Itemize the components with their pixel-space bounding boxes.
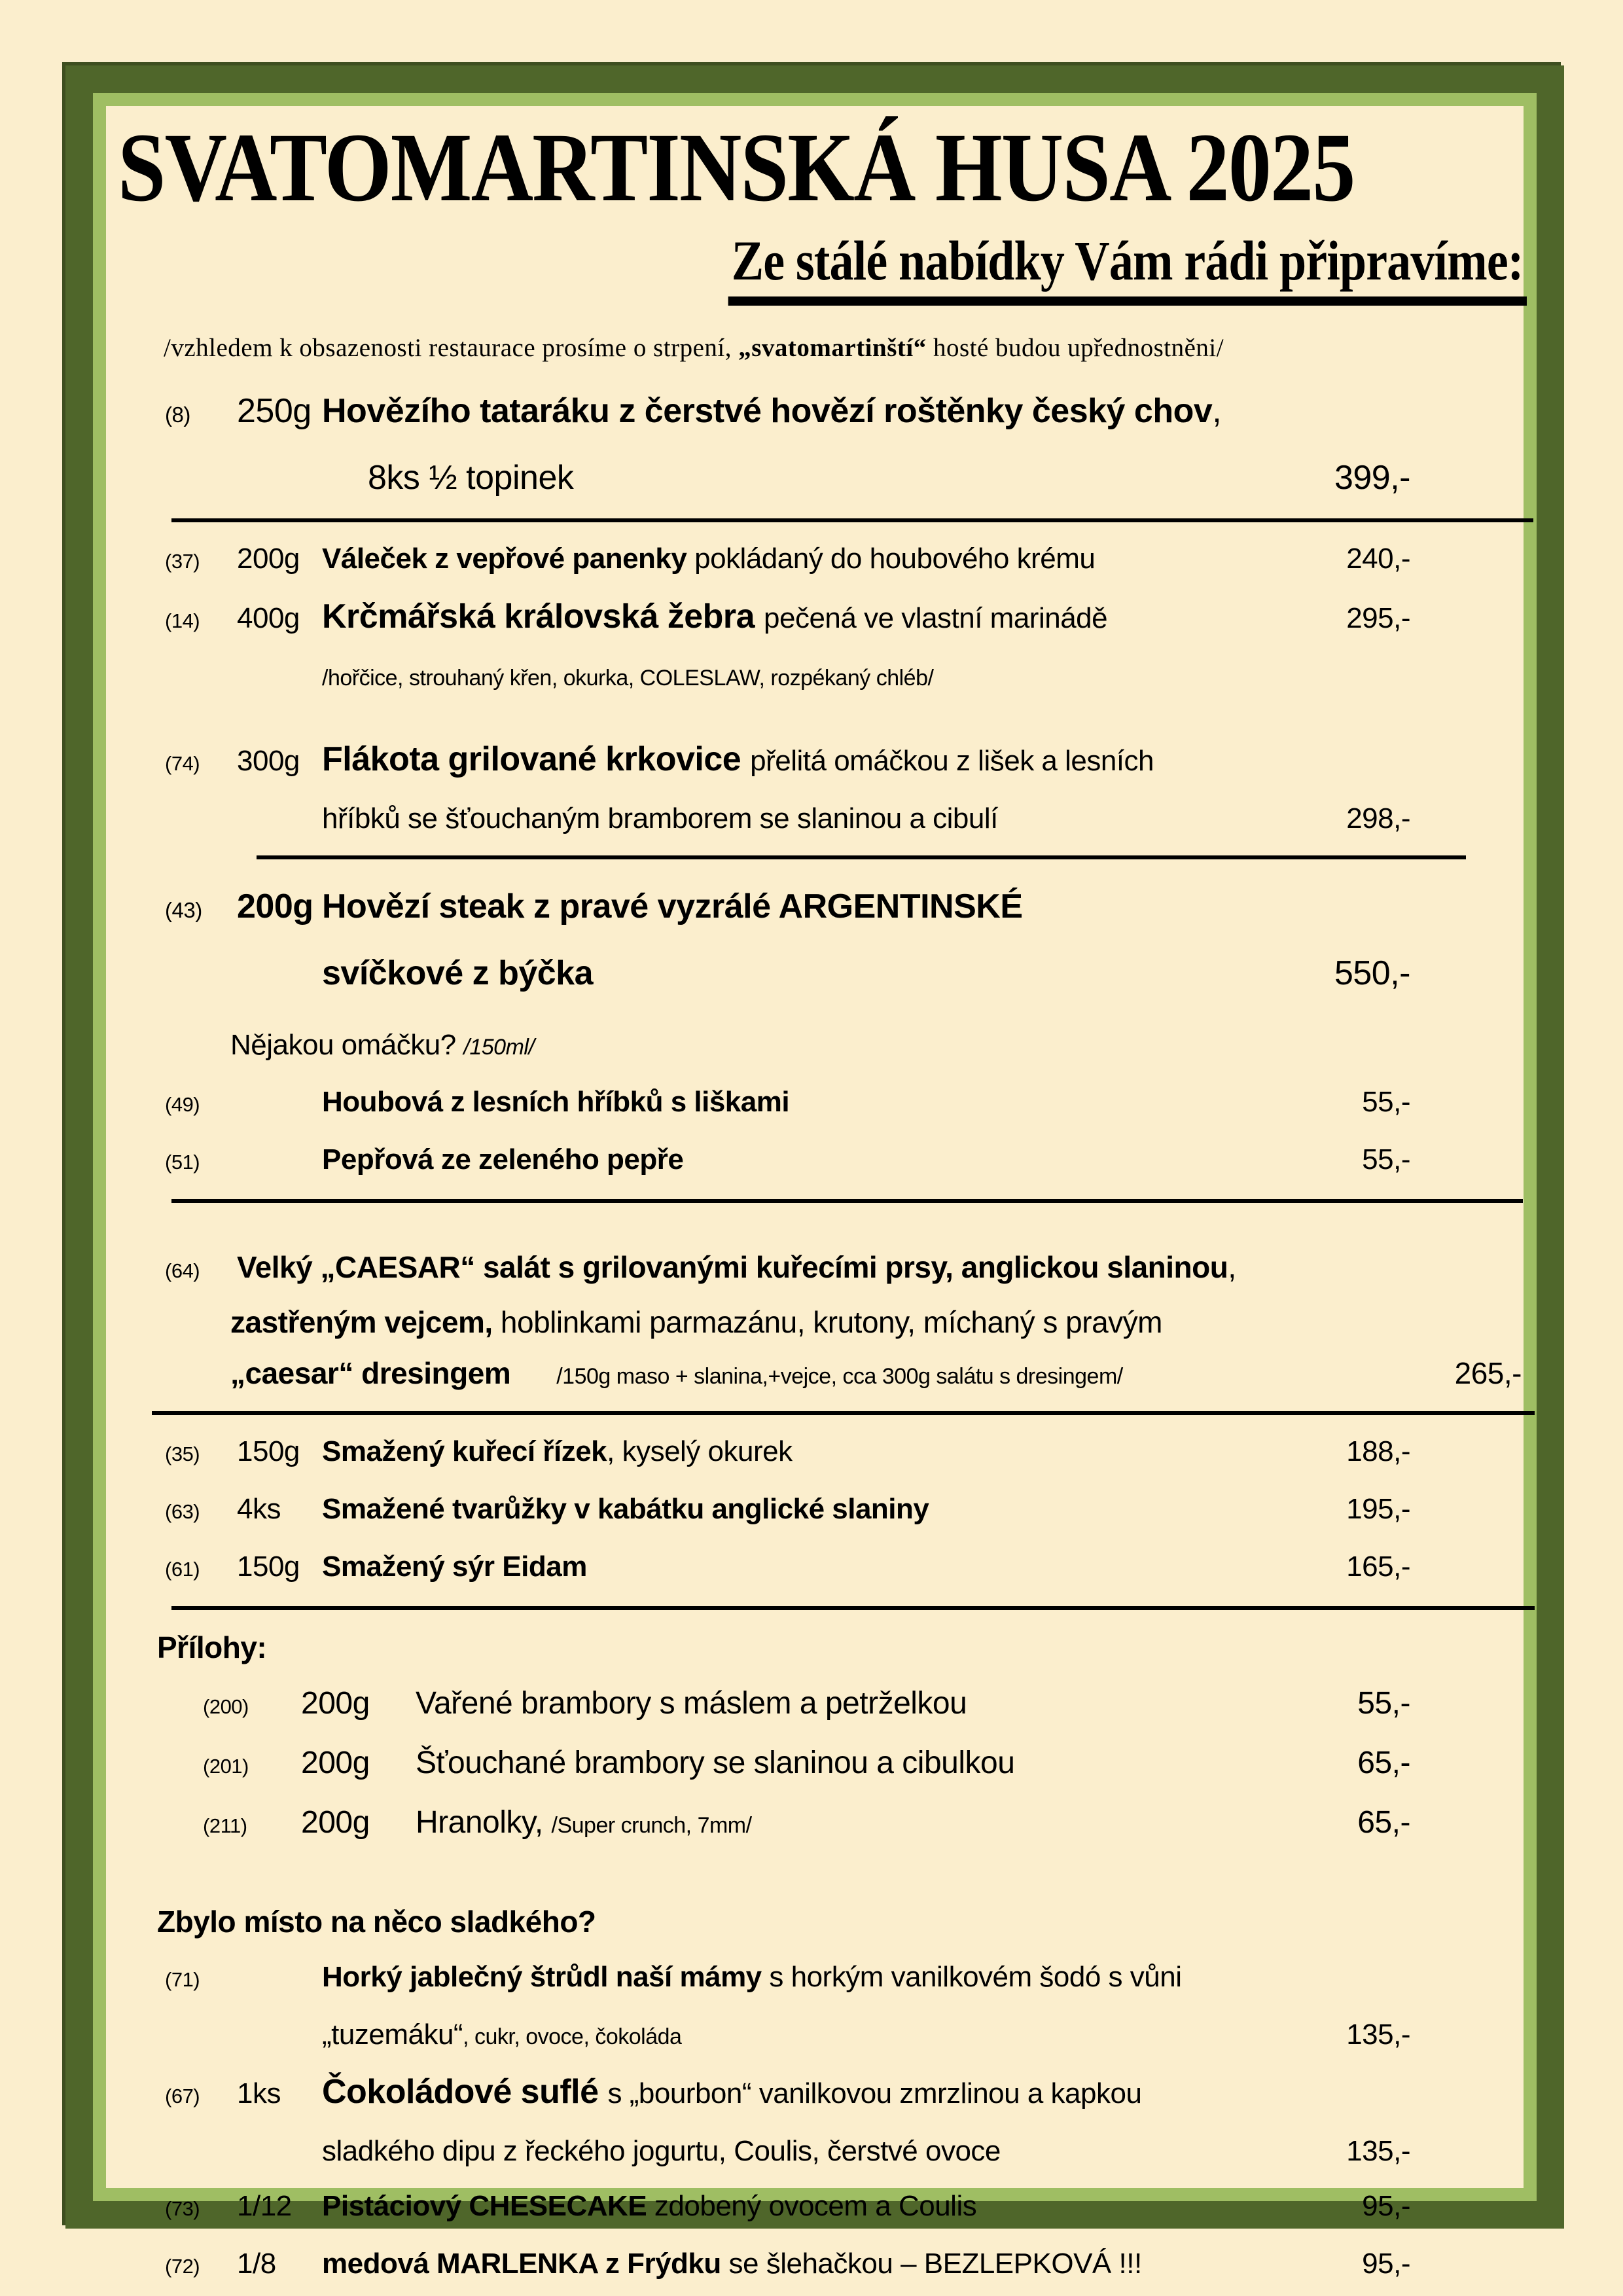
- item-number: (49): [165, 1093, 200, 1117]
- menu-text-segment: hoblinkami parmazánu, krutony, míchaný s pravým: [500, 1305, 1162, 1340]
- item-price: 298,-: [1346, 802, 1410, 835]
- item-price: 55,-: [1357, 1686, 1410, 1721]
- item-qty: 200g: [237, 543, 300, 575]
- item-qty: 200g: [301, 1746, 370, 1781]
- spacer: [106, 706, 1535, 732]
- item-price: 95,-: [1362, 2190, 1410, 2223]
- item-qty: 1/12: [237, 2190, 292, 2223]
- menu-text-segment: s horkým vanilkovém šodó s vůni: [769, 1961, 1182, 1994]
- divider: [152, 1411, 1535, 1415]
- item-number: (72): [165, 2255, 200, 2278]
- menu-row-continuation: [106, 1297, 1535, 1348]
- item-qty: 300g: [237, 745, 300, 778]
- menu-row: [106, 380, 1535, 446]
- item-number: (51): [165, 1151, 200, 1174]
- menu-row-continuation: [106, 2124, 1535, 2179]
- item-text: [416, 1795, 1357, 1854]
- item-price: 195,-: [1346, 1493, 1410, 1526]
- item-price: 265,-: [1454, 1356, 1522, 1391]
- menu-text-segment: pečená ve vlastní marinádě: [764, 602, 1108, 635]
- item-number: (61): [165, 1558, 200, 1581]
- divider: [171, 1606, 1535, 1610]
- menu-row: [106, 2236, 1535, 2294]
- spacer: [106, 1854, 1535, 1893]
- item-qty: 150g: [237, 1435, 300, 1468]
- spacer: [106, 1212, 1535, 1242]
- item-text: [322, 2007, 1346, 2064]
- menu-text-segment: /hořčice, strouhaný křen, okurka, COLESLAW, rozpékaný chléb/: [322, 666, 934, 691]
- menu-row: [106, 2064, 1535, 2124]
- menu-row-continuation: [106, 942, 1535, 1005]
- item-text: [322, 531, 1346, 586]
- section-header: Zbylo místo na něco sladkého?: [157, 1905, 596, 1939]
- item-qty: 1/8: [237, 2248, 276, 2280]
- menu-row: [106, 589, 1535, 649]
- menu-text-segment: Vařené brambory s máslem a petrželkou: [416, 1686, 967, 1721]
- menu-text-segment: sladkého dipu z řeckého jogurtu, Coulis, čerstvé ovoce: [322, 2135, 1001, 2168]
- item-qty: 150g: [237, 1551, 300, 1583]
- item-text: [416, 1676, 1357, 1732]
- menu-text-segment: hříbků se šťouchaným bramborem se slaninou a cibulí: [322, 802, 998, 835]
- menu-row-continuation: [106, 1348, 1535, 1402]
- item-text: [322, 1075, 1362, 1130]
- intro-post: hosté budou upřednostněni/: [926, 334, 1224, 363]
- menu-text-segment: Smažené tvarůžky v kabátku anglické slaniny: [322, 1493, 929, 1526]
- item-text: [322, 875, 1410, 938]
- menu-text-segment: přelitá omáčkou z lišek a lesních: [750, 745, 1154, 778]
- item-text: [230, 1297, 1410, 1348]
- menu-row: [106, 2179, 1535, 2236]
- item-qty: 4ks: [237, 1493, 281, 1526]
- item-price: 55,-: [1362, 1086, 1410, 1119]
- item-text: [322, 1132, 1362, 1187]
- menu-text-segment: pokládaný do houbového krému: [694, 543, 1096, 575]
- intro-pre: /vzhledem k obsazenosti restaurace prosíme o strpení,: [164, 334, 739, 363]
- item-text: [322, 2124, 1346, 2179]
- item-qty: 1ks: [237, 2077, 281, 2110]
- menu-text-segment: , kyselý okurek: [607, 1435, 793, 1468]
- menu-text-segment: zastřeným vejcem,: [230, 1305, 501, 1340]
- menu-row: [106, 1242, 1535, 1297]
- item-price: 188,-: [1346, 1435, 1410, 1468]
- item-text: [322, 589, 1346, 646]
- menu-text-segment: Nějakou omáčku?: [230, 1029, 464, 1062]
- menu-text-segment: /150g maso + slanina,+vejce, cca 300g salátu s dresingem/: [556, 1364, 1123, 1390]
- item-qty: 250g: [237, 392, 312, 431]
- menu-row: [106, 1795, 1535, 1854]
- item-text: [322, 2236, 1362, 2291]
- menu-text-segment: , cukr, ovoce, čokoláda: [463, 2024, 682, 2050]
- item-text: [230, 1018, 1410, 1075]
- menu-text-segment: Šťouchané brambory se slaninou a cibulkou: [416, 1746, 1015, 1781]
- menu-text-segment: Hranolky,: [416, 1805, 552, 1840]
- item-text: [322, 791, 1346, 846]
- item-qty: 200g: [301, 1805, 370, 1840]
- item-number: (43): [165, 898, 202, 923]
- menu-row: [106, 1539, 1535, 1597]
- item-text: [416, 1735, 1357, 1791]
- menu-content: [106, 109, 1535, 2294]
- menu-text-segment: Pepřová ze zeleného pepře: [322, 1143, 684, 1176]
- item-price: 295,-: [1346, 602, 1410, 635]
- item-number: (35): [165, 1443, 200, 1466]
- menu-text-segment: se šlehačkou – BEZLEPKOVÁ !!!: [728, 2248, 1142, 2280]
- menu-row-continuation: [106, 791, 1535, 846]
- intro-note: [164, 333, 1535, 363]
- menu-row: [106, 531, 1535, 589]
- item-text: [322, 2179, 1362, 2234]
- item-number: (73): [165, 2197, 200, 2221]
- item-number: (211): [203, 1814, 247, 1838]
- menu-text-segment: „caesar“ dresingem: [230, 1356, 511, 1391]
- menu-text-segment: Hovězího tataráku z čerstvé hovězí roštěnky český chov: [322, 392, 1213, 431]
- menu-text-segment: Pistáciový CHESECAKE: [322, 2190, 654, 2223]
- item-number: (63): [165, 1500, 200, 1524]
- spacer: [106, 1005, 1535, 1018]
- item-qty: 200g: [301, 1686, 370, 1721]
- item-text: [368, 446, 1334, 509]
- divider: [171, 518, 1533, 522]
- item-text: [237, 1242, 1410, 1293]
- page-title: SVATOMARTINSKÁ HUSA 2025: [118, 113, 1355, 222]
- item-price: 95,-: [1362, 2248, 1410, 2280]
- divider: [171, 1199, 1523, 1203]
- item-price: 135,-: [1346, 2135, 1410, 2168]
- item-text: [322, 1950, 1410, 2005]
- menu-text-segment: zdobený ovocem a Coulis: [654, 2190, 977, 2223]
- item-number: (201): [203, 1755, 249, 1778]
- menu-text-segment: Smažený kuřecí řízek: [322, 1435, 607, 1468]
- menu-row: [106, 732, 1535, 791]
- item-qty: 400g: [237, 602, 300, 635]
- menu-row: [106, 1424, 1535, 1482]
- intro-bold: „svatomartinští“: [738, 334, 927, 363]
- menu-row: [106, 1676, 1535, 1735]
- item-text: [322, 942, 1334, 1005]
- item-price: 550,-: [1334, 954, 1410, 993]
- item-number: (71): [165, 1968, 200, 1992]
- item-number: (74): [165, 752, 200, 776]
- item-price: 65,-: [1357, 1805, 1410, 1840]
- menu-text-segment: Smažený sýr Eidam: [322, 1551, 587, 1583]
- item-text: [322, 732, 1410, 789]
- menu-row: [106, 1735, 1535, 1795]
- menu-text-segment: Houbová z lesních hříbků s liškami: [322, 1086, 790, 1119]
- menu-text-segment: Váleček z vepřové panenky: [322, 543, 695, 575]
- item-text: [322, 380, 1410, 442]
- item-price: 399,-: [1334, 459, 1410, 497]
- menu-row: [106, 1950, 1535, 2007]
- section-header: Přílohy:: [157, 1630, 267, 1665]
- item-text: [322, 1482, 1346, 1537]
- menu-row: [106, 1075, 1535, 1132]
- item-qty: 200g: [237, 888, 313, 926]
- item-text: [322, 1424, 1346, 1479]
- menu-text-segment: medová MARLENKA z Frýdku: [322, 2248, 729, 2280]
- item-number: (64): [165, 1259, 200, 1283]
- divider: [257, 855, 1466, 859]
- item-price: 65,-: [1357, 1746, 1410, 1781]
- menu-row: [106, 1132, 1535, 1190]
- menu-text-segment: Velký „CAESAR“ salát s grilovanými kuřecími prsy, anglickou slaninou: [237, 1250, 1228, 1285]
- item-number: (8): [165, 403, 190, 427]
- menu-row-continuation: [106, 446, 1535, 509]
- menu-text-segment: Čokoládové suflé: [322, 2073, 608, 2111]
- item-number: (37): [165, 550, 200, 573]
- item-text: [322, 2064, 1410, 2121]
- item-price: 55,-: [1362, 1143, 1410, 1176]
- menu-rows: [106, 380, 1535, 2294]
- spacer: [106, 869, 1535, 875]
- menu-row-continuation: [106, 2007, 1535, 2064]
- item-text: [322, 649, 1410, 706]
- menu-text-segment: /Super crunch, 7mm/: [551, 1813, 752, 1839]
- menu-row: [106, 875, 1535, 942]
- menu-row-continuation: [106, 649, 1535, 706]
- menu-text-segment: Flákota grilované krkovice: [322, 740, 751, 779]
- page-subtitle: Ze stálé nabídky Vám rádi připravíme:: [728, 231, 1527, 306]
- menu-text-segment: ,: [1228, 1250, 1236, 1285]
- item-text: [322, 1539, 1346, 1594]
- item-text: [230, 1348, 1455, 1402]
- menu-text-segment: 8ks ½ topinek: [368, 459, 574, 497]
- menu-text-segment: Hovězí steak z pravé vyzrálé ARGENTINSKÉ: [322, 888, 1023, 926]
- menu-text-segment: s „bourbon“ vanilkovou zmrzlinou a kapkou: [607, 2077, 1142, 2110]
- item-price: 165,-: [1346, 1551, 1410, 1583]
- item-number: (67): [165, 2085, 200, 2108]
- menu-text-segment: ,: [1212, 392, 1222, 431]
- menu-text-segment: „tuzemáku“: [322, 2018, 463, 2051]
- item-price: 135,-: [1346, 2018, 1410, 2051]
- menu-text-segment: Horký jablečný štrůdl naší mámy: [322, 1961, 770, 1994]
- menu-row: [106, 1482, 1535, 1539]
- menu-text-segment: Krčmářská královská žebra: [322, 598, 764, 636]
- subtitle-wrap: [106, 231, 1535, 306]
- menu-row-continuation: [106, 1018, 1535, 1075]
- item-number: (14): [165, 609, 200, 633]
- item-number: (200): [203, 1695, 249, 1719]
- menu-text-segment: /150ml/: [463, 1035, 535, 1060]
- item-price: 240,-: [1346, 543, 1410, 575]
- menu-text-segment: svíčkové z býčka: [322, 954, 594, 993]
